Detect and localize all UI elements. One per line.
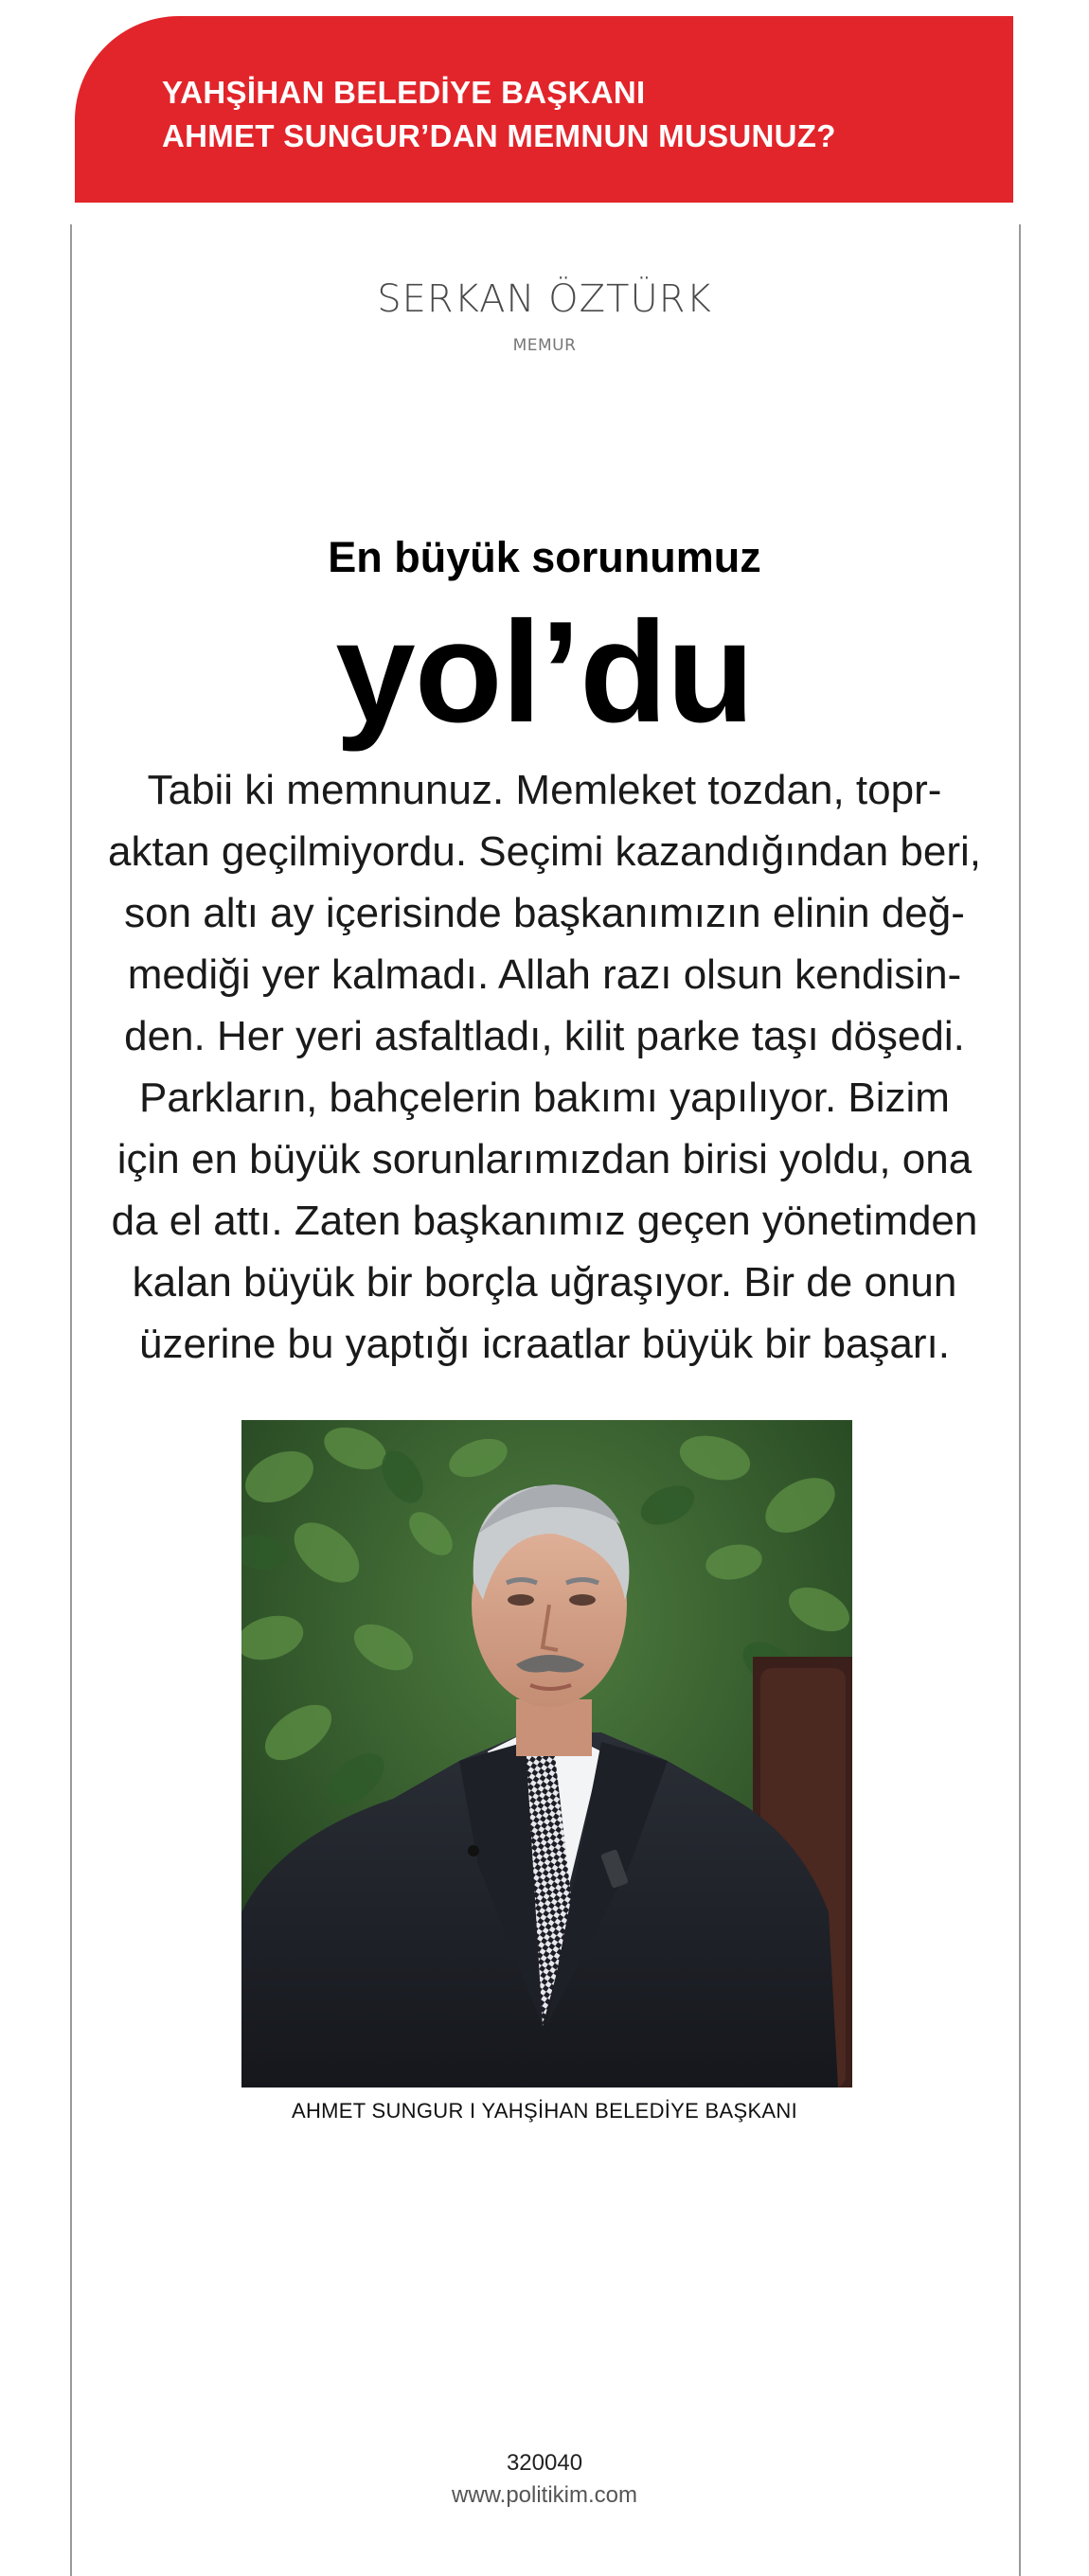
- article-body-line: son altı ay içerisinde başkanımızın elinin değ-: [124, 890, 965, 936]
- article-body-line: aktan geçilmiyordu. Seçimi kazandığından beri,: [107, 828, 982, 875]
- article-body-line: kalan büyük bir borçla uğraşıyor. Bir de onun: [132, 1259, 957, 1306]
- headline-banner: [75, 16, 1013, 203]
- mayor-portrait-photo: [241, 1420, 852, 2087]
- article-kicker: En büyük sorunumuz: [328, 533, 761, 581]
- portrait-illustration: [241, 1420, 852, 2087]
- article-body-line: mediği yer kalmadı. Allah razı olsun kendisin-: [127, 951, 962, 998]
- article-body-line: üzerine bu yaptığı icraatlar büyük bir başarı.: [138, 1321, 950, 1367]
- article-body-line: da el attı. Zaten başkanımız geçen yönetimden: [111, 1198, 978, 1244]
- author-name: SERKAN ÖZTÜRK: [377, 277, 712, 321]
- banner-title-line-1: YAHŞİHAN BELEDİYE BAŞKANI: [162, 75, 646, 110]
- article-body-line: den. Her yeri asfaltladı, kilit parke taşı döşedi.: [124, 1013, 965, 1059]
- article-body-line: Parkların, bahçelerin bakımı yapılıyor. Bizim: [139, 1075, 950, 1121]
- page-number: 320040: [506, 2450, 583, 2476]
- photo-caption: AHMET SUNGUR I YAHŞİHAN BELEDİYE BAŞKANI: [291, 2099, 798, 2123]
- article-body-line: için en büyük sorunlarımızdan birisi yoldu, ona: [116, 1136, 973, 1182]
- article-body: [85, 759, 1004, 1375]
- author-role: MEMUR: [512, 336, 577, 355]
- banner-title-line-2: AHMET SUNGUR’DAN MEMNUN MUSUNUZ?: [162, 118, 836, 153]
- article-headline: yol’du: [335, 592, 754, 753]
- article-body-line: Tabii ki memnunuz. Memleket tozdan, topr-: [147, 767, 942, 813]
- website-link[interactable]: www.politikim.com: [451, 2482, 638, 2508]
